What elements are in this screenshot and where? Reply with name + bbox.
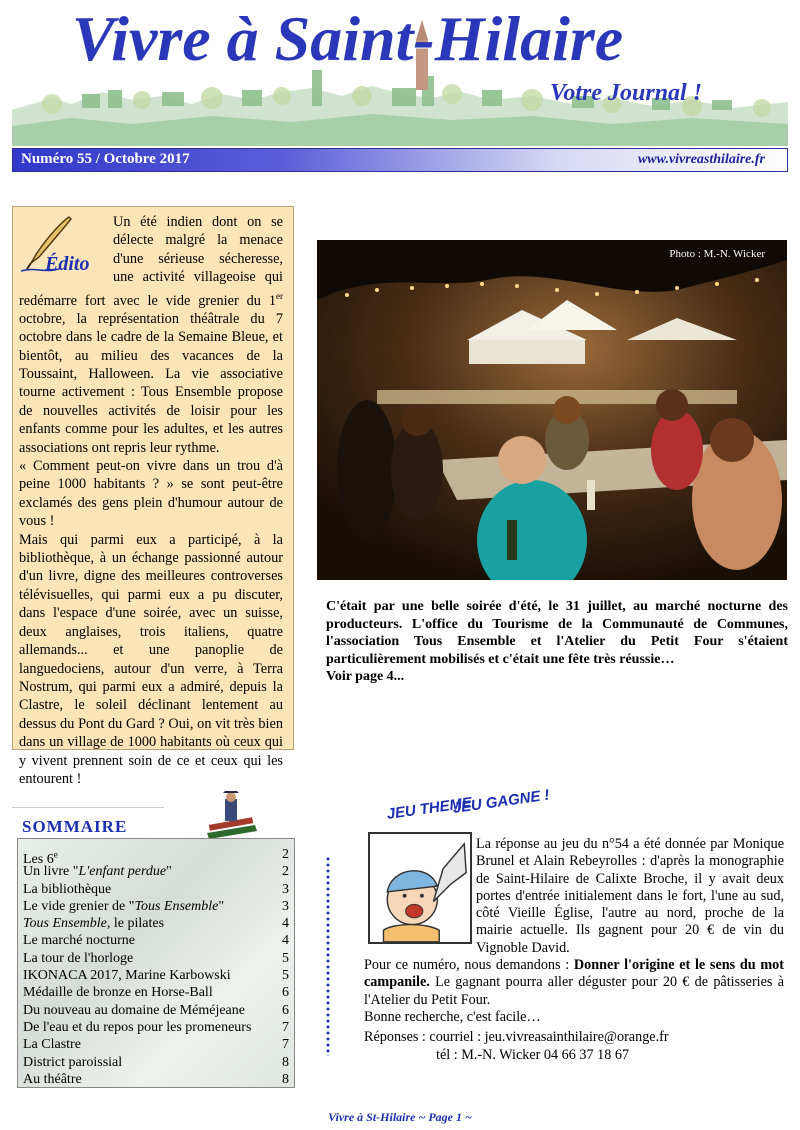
photo-illustration: [317, 240, 787, 580]
jeu-paragraph-3: Bonne recherche, c'est facile…: [364, 1008, 541, 1025]
sommaire-item-page: 2: [282, 864, 289, 880]
sommaire-item-label: La bibliothèque: [23, 881, 112, 897]
sommaire-item-label: Tous Ensemble, le pilates: [23, 916, 165, 932]
caption-see-page-link[interactable]: Voir page 4...: [326, 669, 405, 684]
sommaire-box: [17, 838, 295, 1088]
sommaire-item[interactable]: [23, 1002, 291, 1019]
sommaire-title: SOMMAIRE: [22, 817, 128, 836]
sommaire-item-page: 3: [282, 881, 289, 897]
photo-credit: Photo : M.-N. Wicker: [669, 248, 765, 260]
jeu-paragraph-1: La réponse au jeu du n°54 a été donnée par Monique Brunel et Alain Rebeyrolles : d'après la monographie de Saint-Hilaire de Calixte Broche, il y avait deux portes d'entrée initialement dans le fort, l'une au sud, côté Vieille Église, l'autre au nord, proche de la mairie actuelle. Ils gagnent pour 20 € de vin du Vignoble David.: [476, 836, 784, 956]
jeu-title-line1: JEU THEME: [385, 794, 474, 823]
sommaire-item-label: Le vide grenier de "Tous Ensemble": [23, 898, 225, 914]
sommaire-item-label: La Clastre: [23, 1037, 81, 1053]
sommaire-item[interactable]: [23, 846, 291, 867]
photo-caption: [326, 598, 788, 686]
edito-paragraph-3: Mais qui parmi eux a participé, à la bibliothèque, à un échange passionné autour d'un livre, digne des meilleures controverses télévisuelles, qui parmi eux a pu discuter, dans l'espace d'une soirée, avec un suisse, deux anglaises, trois italiens, quatre allemands... et une panoplie de languedociens, autour d'un verre, à Terra Nostrum, qui parmi eux a admiré, depuis la Clastre, le soleil déclinant lentement au dessus du Pont du Gard ? Oui, on vit très bien dans un village de 1000 habitants où ceux qui y vivent prennent soin de ce et ceux qui les entourent !: [19, 531, 283, 787]
dotted-separator: [326, 856, 330, 1056]
sommaire-item-page: 4: [282, 916, 289, 932]
sommaire-rule: [12, 807, 164, 808]
caption-text: C'était par une belle soirée d'été, le 31 juillet, au marché nocturne des producteurs. L'office du Tourisme de la Communauté de Communes, l'association Tous Ensemble et l'Atelier du Petit Four s'étaient particulièrement mobilisés et c'était une fête très réussie…: [326, 599, 788, 667]
jeu-contact-phone: tél : M.-N. Wicker 04 66 37 18 67: [436, 1047, 630, 1063]
sommaire-item-label: Au théâtre: [23, 1071, 82, 1087]
edito-box: [12, 206, 294, 787]
edito-label: Édito: [45, 253, 90, 275]
sommaire-list: [23, 846, 291, 1088]
edito-superscript: er: [276, 290, 283, 301]
sommaire-item-label: De l'eau et du repos pour les promeneurs: [23, 1019, 252, 1035]
jeu-question: Donner l'origine et le sens du mot campanile.: [364, 957, 784, 991]
sommaire-item-page: 8: [282, 1071, 289, 1087]
sommaire-item[interactable]: [23, 984, 291, 1001]
sommaire-item-page: 7: [282, 1019, 289, 1035]
edito-paragraph-1b: octobre, la représentation théâtrale du 7 octobre dans le cadre de la Semaine Bleue, et bientôt, au milieu des vacances de la Toussaint, Halloween. La vie associative tourne activement : Tous Ensemble propose de nouvelles activités de loisir pour les enfants comme pour les adultes, et les autres associations ont repris leur rythme.: [19, 310, 283, 456]
sommaire-item-label: Du nouveau au domaine de Méméjeane: [23, 1002, 245, 1018]
edito-paragraph-2: « Comment peut-on vivre dans un trou d'à peine 1000 habitants ? » se sont peut-être exclamés des gens plein d'humour autour de vous !: [19, 458, 283, 530]
sommaire-item-page: 5: [282, 950, 289, 966]
sommaire-item-page: 6: [282, 1002, 289, 1018]
website-link[interactable]: www.vivreasthilaire.fr: [637, 152, 765, 167]
jeu-paragraph-2b: Le gagnant pourra aller déguster pour 20 € de pâtisseries à l'Atelier du Petit Four.: [364, 974, 784, 1008]
edito-text: [13, 213, 283, 788]
jeu-text: [364, 836, 784, 1026]
sommaire-item-label: Médaille de bronze en Horse-Ball: [23, 985, 213, 1001]
masthead: [12, 0, 788, 146]
issue-bar: [12, 148, 788, 172]
sommaire-item-label: Un livre "L'enfant perdue": [23, 864, 172, 880]
sommaire-item[interactable]: [23, 1036, 291, 1053]
sommaire-item-label: Les 6e: [23, 849, 58, 867]
issue-number: Numéro 55 / Octobre 2017: [21, 151, 190, 167]
jeu-title-line2: JEU GAGNE !: [451, 786, 551, 817]
sommaire-item[interactable]: [23, 1071, 291, 1088]
market-night-photo: [317, 240, 787, 580]
jeu-contact-email[interactable]: Réponses : courriel : jeu.vivreasainthilaire@orange.fr: [364, 1029, 669, 1045]
page-footer: Vivre à St-Hilaire ~ Page 1 ~: [328, 1110, 472, 1124]
sommaire-item[interactable]: [23, 950, 291, 967]
sommaire-item[interactable]: [23, 881, 291, 898]
book-figure-icon: [201, 791, 261, 839]
sommaire-item-page: 5: [282, 968, 289, 984]
sommaire-item[interactable]: [23, 898, 291, 915]
sommaire-item-page: 2: [282, 847, 289, 862]
sommaire-item[interactable]: [23, 863, 291, 880]
sommaire-item-label: District paroissial: [23, 1054, 123, 1070]
sommaire-item[interactable]: [23, 1054, 291, 1071]
sommaire-item-label: IKONACA 2017, Marine Karbowski: [23, 968, 231, 984]
journal-subtitle: Votre Journal !: [550, 80, 703, 106]
sommaire-item-page: 6: [282, 985, 289, 1001]
sommaire-item-page: 8: [282, 1054, 289, 1070]
edito-paragraph-1a: Un été indien dont on se délecte malgré la menace d'une sérieuse sécheresse, une activité villageoise qui redémarre fort avec le vide grenier du 1: [19, 214, 283, 309]
sommaire-item[interactable]: [23, 932, 291, 949]
sommaire-item-label: Le marché nocturne: [23, 933, 135, 949]
jeu-contact: [364, 1028, 784, 1064]
jeu-paragraph-2a: Pour ce numéro, nous demandons :: [364, 957, 574, 974]
sommaire-item-label: La tour de l'horloge: [23, 950, 134, 966]
sommaire-item[interactable]: [23, 1019, 291, 1036]
journal-title: Vivre à Saint-Hilaire: [72, 3, 624, 74]
sommaire-item[interactable]: [23, 915, 291, 932]
sommaire-item-page: 4: [282, 933, 289, 949]
sommaire-item-page: 7: [282, 1037, 289, 1053]
sommaire-item-page: 3: [282, 898, 289, 914]
sommaire-item[interactable]: [23, 967, 291, 984]
